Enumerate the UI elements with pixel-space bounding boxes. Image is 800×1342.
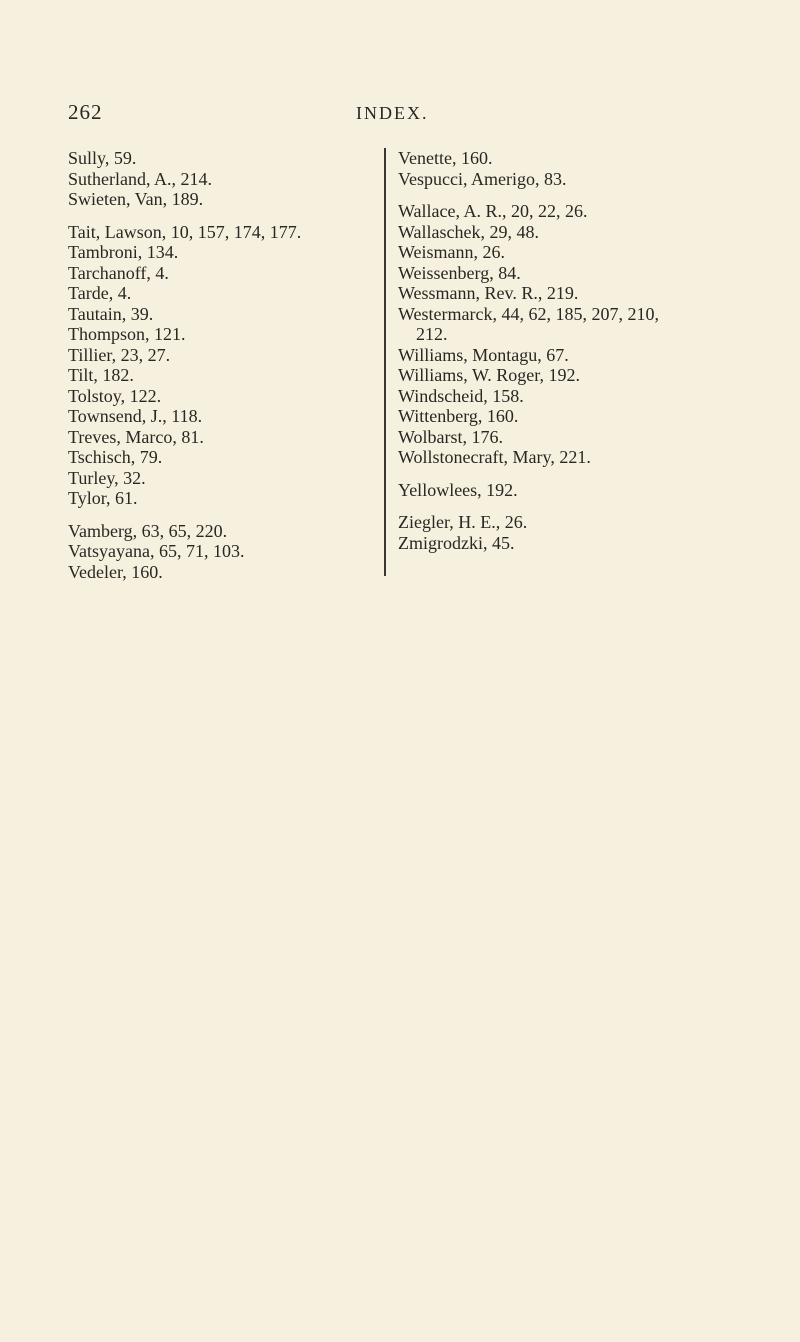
index-entry: Tylor, 61. <box>68 488 138 508</box>
group-spacer <box>398 468 768 480</box>
index-entry: Tschisch, 79. <box>68 447 163 467</box>
group-spacer <box>398 189 768 201</box>
index-entry: Yellowlees, 192. <box>398 479 518 500</box>
index-entry: Wessmann, Rev. R., 219. <box>398 283 579 303</box>
index-entry: Sutherland, A., 214. <box>68 168 212 189</box>
page-number: 262 <box>68 100 103 124</box>
index-entry: Tait, Lawson, 10, 157, 174, 177. <box>68 221 302 242</box>
index-entry: Wolbarst, 176. <box>398 426 504 447</box>
index-entry: Tarchanoff, 4. <box>68 262 169 283</box>
index-entry: Townsend, J., 118. <box>68 406 203 426</box>
index-entry: Tautain, 39. <box>68 303 154 324</box>
index-entry: Swieten, Van, 189. <box>68 189 204 209</box>
index-entry: Wollstonecraft, Mary, 221. <box>398 447 591 467</box>
index-column-left <box>68 148 368 582</box>
index-entry: Venette, 160. <box>398 148 493 168</box>
index-entry: Tambroni, 134. <box>68 242 179 262</box>
index-entry: Tarde, 4. <box>68 283 132 303</box>
index-entry: Sully, 59. <box>68 148 137 168</box>
index-entry: Vespucci, Amerigo, 83. <box>398 168 567 189</box>
index-entry: Wallaschek, 29, 48. <box>398 221 540 242</box>
index-entry: Williams, W. Roger, 192. <box>398 365 581 385</box>
index-entry: Treves, Marco, 81. <box>68 426 204 447</box>
index-entry: Ziegler, H. E., 26. <box>398 512 528 532</box>
index-entry: Wittenberg, 160. <box>398 406 519 426</box>
index-entry: Westermarck, 44, 62, 185, 207, 210, <box>398 303 659 324</box>
index-entry: Turley, 32. <box>68 467 146 488</box>
index-entry: Zmigrodzki, 45. <box>398 532 515 553</box>
index-entry: Vatsyayana, 65, 71, 103. <box>68 541 245 561</box>
index-entry: Tillier, 23, 27. <box>68 344 171 365</box>
index-entry-continuation: 212. <box>416 324 448 344</box>
index-entry: Weissenberg, 84. <box>398 262 521 283</box>
index-entry: Vamberg, 63, 65, 220. <box>68 520 228 541</box>
group-spacer <box>68 210 368 222</box>
group-spacer <box>68 509 368 521</box>
index-entry: Tolstoy, 122. <box>68 385 162 406</box>
index-entry: Vedeler, 160. <box>68 561 163 582</box>
index-entry: Windscheid, 158. <box>398 385 524 406</box>
index-entry: Weismann, 26. <box>398 242 506 262</box>
index-column-right <box>398 148 768 553</box>
index-entry: Thompson, 121. <box>68 324 186 344</box>
index-entry: Williams, Montagu, 67. <box>398 344 569 365</box>
index-entry: Tilt, 182. <box>68 365 134 385</box>
group-spacer <box>398 500 768 512</box>
index-entry: Wallace, A. R., 20, 22, 26. <box>398 201 588 221</box>
column-divider <box>384 148 386 576</box>
running-head: INDEX. <box>356 103 429 123</box>
